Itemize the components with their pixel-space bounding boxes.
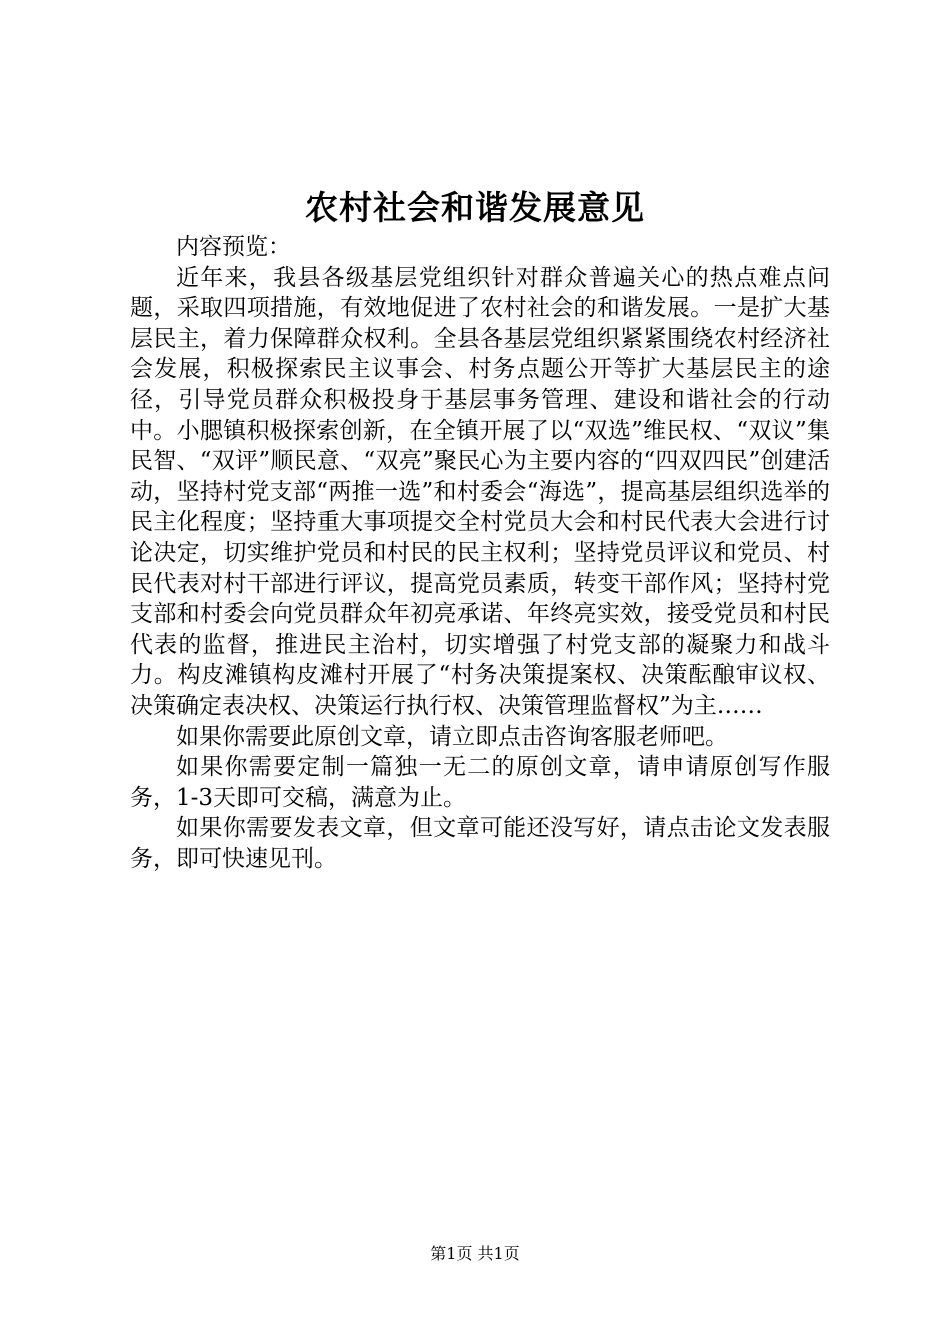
document-body (130, 232, 830, 874)
consult-paragraph: 如果你需要此原创文章，请立即点击咨询客服老师吧。 (176, 723, 728, 750)
page-footer: 第1页 共1页 (430, 1244, 520, 1263)
document-title: 农村社会和谐发展意见 (305, 188, 645, 227)
custom-writing-paragraph: 如果你需要定制一篇独一无二的原创文章，请申请原创写作服务，1-3天即可交稿，满意为止。 (130, 754, 830, 811)
main-paragraph: 近年来，我县各级基层党组织针对群众普遍关心的热点难点问题，采取四项措施，有效地促进了农村社会的和谐发展。一是扩大基层民主，着力保障群众权利。全县各基层党组织紧紧围绕农村经济社会发展，积极探索民主议事会、村务点题公开等扩大基层民主的途径，引导党员群众积极投身于基层事务管理、建设和谐社会的行动中。小腮镇积极探索创新，在全镇开展了以“双选”维民权、“双议”集民智、“双评”顺民意、“双亮”聚民心为主要内容的“四双四民”创建活动，坚持村党支部“两推一选”和村委会“海选”，提高基层组织选举的民主化程度；坚持重大事项提交全村党员大会和村民代表大会进行讨论决定，切实维护党员和村民的民主权利；坚持党员评议和党员、村民代表对村干部进行评议，提高党员素质，转变干部作风；坚持村党支部和村委会向党员群众年初亮承诺、年终亮实效，接受党员和村民代表的监督，推进民主治村，切实增强了村党支部的凝聚力和战斗力。构皮滩镇构皮滩村开展了“村务决策提案权、决策酝酿审议权、决策确定表决权、决策运行执行权、决策管理监督权”为主…… (130, 264, 830, 719)
preview-label: 内容预览： (176, 234, 291, 260)
publishing-paragraph: 如果你需要发表文章，但文章可能还没写好，请点击论文发表服务，即可快速见刊。 (130, 815, 830, 872)
